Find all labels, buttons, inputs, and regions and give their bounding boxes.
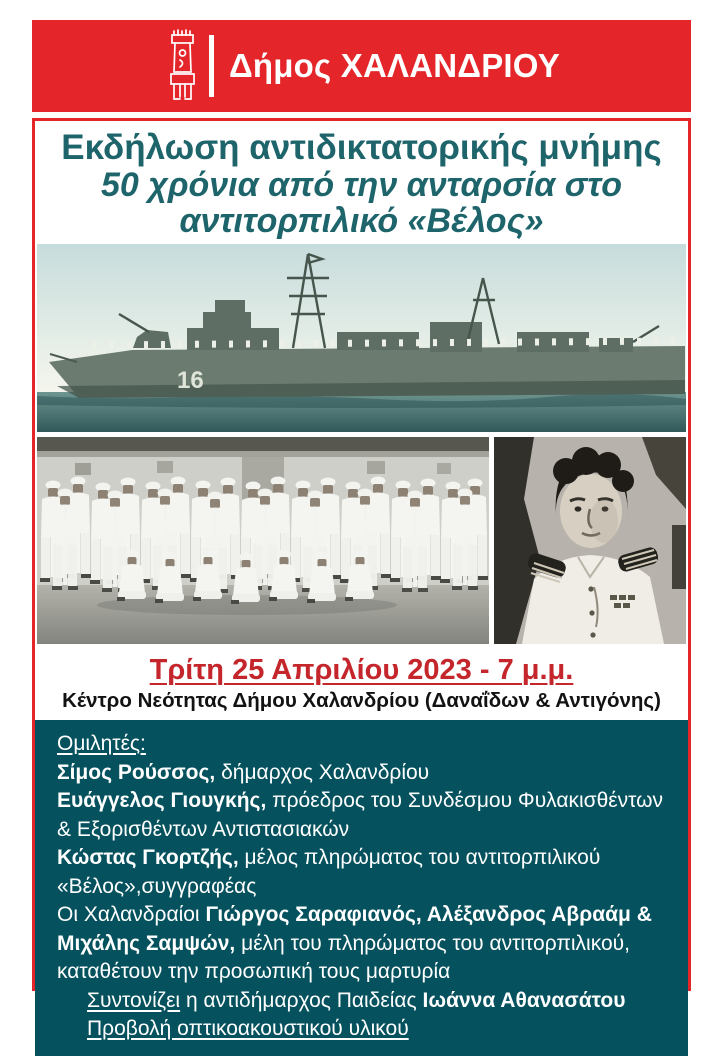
crew-front-row xyxy=(52,489,478,594)
ship-hull-number: 16 xyxy=(177,367,204,394)
speaker-item: Ευάγγελος Γιουγκής, πρόεδρος του Συνδέσμου Φυλακισθέντων & Εξορισθέντων Αντιστασιακών xyxy=(57,789,664,841)
municipality-header xyxy=(32,20,691,112)
municipality-tower-icon xyxy=(166,28,200,104)
logo-separator xyxy=(209,35,214,97)
speakers-panel xyxy=(35,720,688,1056)
ship-photo xyxy=(37,244,686,432)
speaker-item: Κώστας Γκορτζής, μέλος πληρώματος του αντιτορπιλικού «Βέλος»,συγγραφέας xyxy=(57,846,601,898)
poster-frame xyxy=(32,118,691,1040)
event-venue: Κέντρο Νεότητας Δήμου Χαλανδρίου (Δαναΐδων & Αντιγόνης) xyxy=(62,689,661,712)
event-title-line1: Εκδήλωση αντιδικτατορικής μνήμης xyxy=(61,128,662,167)
officer-portrait-photo xyxy=(494,437,686,644)
screening-line: Προβολή οπτικοακουστικού υλικού xyxy=(87,1017,409,1040)
photo-row xyxy=(37,437,686,644)
municipality-name: Δήμος ΧΑΛΑΝΔΡΙΟΥ xyxy=(229,47,560,84)
ship-deck-crew xyxy=(93,341,677,345)
crew-photo xyxy=(37,437,489,644)
event-title xyxy=(35,121,688,239)
moderator-line: Συντονίζει η αντιδήμαρχος Παιδείας Ιωάννα Αθανασάτου xyxy=(87,988,626,1012)
witnesses-paragraph: Οι Χαλανδραίοι Γιώργος Σαραφιανός, Αλέξανδρος Αβραάμ & Μιχάλης Σαμψών, μέλη του πληρώματος του αντιτορπιλικού, καταθέτουν την προσωπική τους μαρτυρία xyxy=(57,903,652,983)
event-datetime: Τρίτη 25 Απριλίου 2023 - 7 μ.μ. xyxy=(149,654,574,686)
speaker-item: Σίμος Ρούσσος, δήμαρχος Χαλανδρίου xyxy=(57,760,430,784)
event-title-line2: 50 χρόνια από την ανταρσία στο xyxy=(101,166,622,204)
event-title-line3: αντιτορπιλικό «Βέλος» xyxy=(179,202,544,240)
ship-hull xyxy=(49,346,685,398)
speakers-heading: Ομιλητές: xyxy=(57,732,146,755)
